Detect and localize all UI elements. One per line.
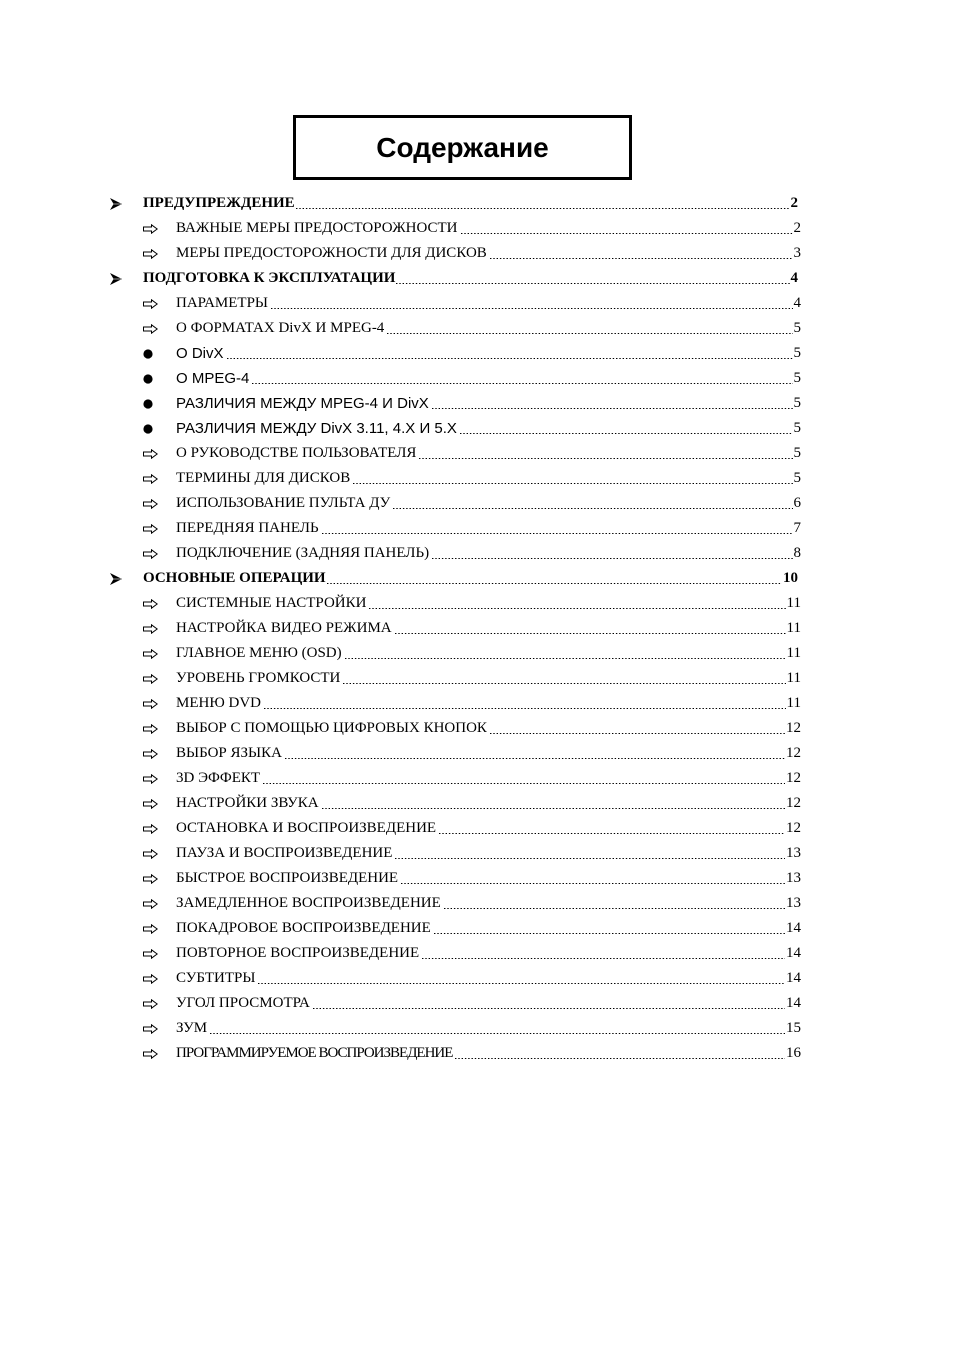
toc-entry-title: ПРОГРАММИРУЕМОЕ ВОСПРОИЗВЕДЕНИЕ (176, 1045, 453, 1061)
toc-entry (143, 966, 801, 991)
toc-entry (143, 216, 801, 241)
outline-arrow-icon (143, 591, 176, 616)
toc-section (110, 566, 798, 591)
toc-section (110, 191, 798, 216)
toc-page-number: 5 (793, 395, 801, 411)
toc-page-number: 12 (786, 770, 801, 786)
toc-entry (143, 491, 801, 516)
dot-leader (387, 316, 792, 341)
dot-leader (264, 691, 786, 716)
toc-entry-title: УГОЛ ПРОСМОТРА (176, 995, 310, 1011)
toc-page-number: 4 (793, 295, 801, 311)
toc-entry (143, 241, 801, 266)
toc-page-number: 7 (793, 520, 801, 536)
toc-entry (143, 291, 801, 316)
toc-entry-title: ПОВТОРНОЕ ВОСПРОИЗВЕДЕНИЕ (176, 945, 420, 961)
toc-page-number: 6 (793, 495, 801, 511)
arrowhead-icon (110, 266, 143, 291)
toc-entry-title: ВАЖНЫЕ МЕРЫ ПРЕДОСТОРОЖНОСТИ (176, 220, 458, 236)
dot-leader (258, 966, 785, 991)
toc-entry-title: ОСТАНОВКА И ВОСПРОИЗВЕДЕНИЕ (176, 820, 437, 836)
toc-page-number: 5 (793, 420, 801, 436)
toc-page-number: 14 (786, 995, 801, 1011)
toc-entry (143, 691, 801, 716)
toc-entry-title: СИСТЕМНЫЕ НАСТРОЙКИ (176, 595, 367, 611)
dot-leader (419, 441, 792, 466)
toc-entry-title: РАЗЛИЧИЯ МЕЖДУ DivX 3.11, 4.X И 5.X (176, 420, 457, 437)
toc-entry (143, 616, 801, 641)
toc-entry (143, 1041, 801, 1066)
toc-entry (143, 716, 801, 741)
toc-page-number: 13 (786, 845, 801, 861)
outline-arrow-icon (143, 466, 176, 491)
dot-leader (322, 791, 785, 816)
toc-section (110, 266, 798, 291)
dot-leader (396, 266, 789, 291)
toc-entry-title: МЕРЫ ПРЕДОСТОРОЖНОСТИ ДЛЯ ДИСКОВ (176, 245, 487, 261)
toc-entry (143, 741, 801, 766)
toc-entry-title: О DivX (176, 345, 224, 362)
bullet-icon (143, 416, 176, 441)
toc-entry (143, 866, 801, 891)
dot-leader (327, 566, 782, 591)
toc-entry (143, 1016, 801, 1041)
outline-arrow-icon (143, 766, 176, 791)
toc-page-number: 15 (786, 1020, 801, 1036)
toc-entry (143, 541, 801, 566)
outline-arrow-icon (143, 1041, 176, 1066)
dot-leader (322, 516, 793, 541)
toc-entry (143, 766, 801, 791)
dot-leader (313, 991, 785, 1016)
dot-leader (393, 491, 792, 516)
toc-page-number: 14 (786, 920, 801, 936)
toc-page-number: 11 (786, 595, 801, 611)
toc-entry-title: ЗАМЕДЛЕННОЕ ВОСПРОИЗВЕДЕНИЕ (176, 895, 441, 911)
toc-page-number: 2 (790, 195, 798, 211)
dot-leader (285, 741, 785, 766)
toc-page-number: 11 (786, 695, 801, 711)
toc-page-number: 8 (793, 545, 801, 561)
dot-leader (444, 891, 785, 916)
toc-page-number: 13 (786, 895, 801, 911)
outline-arrow-icon (143, 216, 176, 241)
toc-page-number: 5 (793, 320, 801, 336)
toc-page-number: 4 (790, 270, 798, 286)
toc-page-number: 16 (786, 1045, 801, 1061)
dot-leader (345, 641, 786, 666)
toc-entry (143, 366, 801, 391)
dot-leader (461, 216, 793, 241)
toc-page-number: 11 (786, 620, 801, 636)
dot-leader (271, 291, 792, 316)
toc-page-number: 5 (793, 370, 801, 386)
toc-entry (143, 391, 801, 416)
dot-leader (490, 241, 793, 266)
toc-page-number: 2 (793, 220, 801, 236)
title-box (293, 115, 632, 180)
toc-page-number: 12 (786, 820, 801, 836)
outline-arrow-icon (143, 291, 176, 316)
toc-entry-title: ПАРАМЕТРЫ (176, 295, 269, 311)
outline-arrow-icon (143, 741, 176, 766)
outline-arrow-icon (143, 816, 176, 841)
bullet-icon (143, 341, 176, 366)
bullet-icon (143, 366, 176, 391)
dot-leader (401, 866, 785, 891)
toc-entry (143, 791, 801, 816)
toc-page-number: 5 (793, 445, 801, 461)
toc-entry (143, 991, 801, 1016)
dot-leader (263, 766, 785, 791)
toc-entry-title: ПАУЗА И ВОСПРОИЗВЕДЕНИЕ (176, 845, 393, 861)
toc-entry-title: БЫСТРОЕ ВОСПРОИЗВЕДЕНИЕ (176, 870, 399, 886)
toc-entry-title: ОСНОВНЫЕ ОПЕРАЦИИ (143, 570, 326, 586)
outline-arrow-icon (143, 941, 176, 966)
toc-entry-title: ИСПОЛЬЗОВАНИЕ ПУЛЬТА ДУ (176, 495, 391, 511)
toc-entry-title: НАСТРОЙКИ ЗВУКА (176, 795, 319, 811)
toc-entry-title: ПРЕДУПРЕЖДЕНИЕ (143, 195, 295, 211)
toc-entry-title: 3D ЭФФЕКТ (176, 770, 261, 786)
outline-arrow-icon (143, 866, 176, 891)
bullet-icon (143, 391, 176, 416)
toc-entry (143, 516, 801, 541)
toc-entry-title: ГЛАВНОЕ МЕНЮ (OSD) (176, 645, 342, 661)
outline-arrow-icon (143, 441, 176, 466)
toc-entry-title: О MPEG-4 (176, 370, 250, 387)
dot-leader (432, 541, 792, 566)
toc-page-number: 14 (786, 970, 801, 986)
outline-arrow-icon (143, 1016, 176, 1041)
toc-page-number: 5 (793, 345, 801, 361)
toc-entry-title: ВЫБОР С ПОМОЩЬЮ ЦИФРОВЫХ КНОПОК (176, 720, 487, 736)
outline-arrow-icon (143, 791, 176, 816)
toc-entry (143, 441, 801, 466)
dot-leader (353, 466, 792, 491)
toc-page-number: 3 (793, 245, 801, 261)
toc-page-number: 12 (786, 795, 801, 811)
dot-leader (343, 666, 785, 691)
toc-page-number: 10 (783, 570, 798, 586)
toc-entry (143, 591, 801, 616)
outline-arrow-icon (143, 616, 176, 641)
toc-page-number: 11 (786, 645, 801, 661)
outline-arrow-icon (143, 891, 176, 916)
toc-entry (143, 641, 801, 666)
toc-entry-title: ПЕРЕДНЯЯ ПАНЕЛЬ (176, 520, 319, 536)
outline-arrow-icon (143, 841, 176, 866)
toc-entry-title: ПОДКЛЮЧЕНИЕ (ЗАДНЯЯ ПАНЕЛЬ) (176, 545, 430, 561)
outline-arrow-icon (143, 241, 176, 266)
outline-arrow-icon (143, 516, 176, 541)
dot-leader (434, 916, 785, 941)
toc-entry (143, 916, 801, 941)
dot-leader (369, 591, 785, 616)
dot-leader (422, 941, 785, 966)
toc-page-number: 12 (786, 720, 801, 736)
outline-arrow-icon (143, 716, 176, 741)
toc-entry (143, 941, 801, 966)
toc-entry-title: НАСТРОЙКА ВИДЕО РЕЖИМА (176, 620, 392, 636)
toc-entry-title: СУБТИТРЫ (176, 970, 256, 986)
outline-arrow-icon (143, 316, 176, 341)
toc-entry (143, 416, 801, 441)
arrowhead-icon (110, 566, 143, 591)
toc-entry (143, 841, 801, 866)
toc-entry (143, 816, 801, 841)
toc-entry-title: РАЗЛИЧИЯ МЕЖДУ MPEG-4 И DivX (176, 395, 429, 412)
toc-entry (143, 341, 801, 366)
dot-leader (490, 716, 785, 741)
toc-entry (143, 666, 801, 691)
outline-arrow-icon (143, 991, 176, 1016)
toc-entry-title: О РУКОВОДСТВЕ ПОЛЬЗОВАТЕЛЯ (176, 445, 417, 461)
outline-arrow-icon (143, 916, 176, 941)
toc-entry (143, 466, 801, 491)
toc-entry-title: ПОКАДРОВОЕ ВОСПРОИЗВЕДЕНИЕ (176, 920, 431, 936)
outline-arrow-icon (143, 666, 176, 691)
outline-arrow-icon (143, 491, 176, 516)
toc-page-number: 5 (793, 470, 801, 486)
toc-entry-title: ВЫБОР ЯЗЫКА (176, 745, 282, 761)
dot-leader (296, 191, 790, 216)
dot-leader (210, 1016, 785, 1041)
outline-arrow-icon (143, 691, 176, 716)
arrowhead-icon (110, 191, 143, 216)
dot-leader (395, 841, 785, 866)
toc-page-number: 13 (786, 870, 801, 886)
toc-entry (143, 316, 801, 341)
dot-leader (460, 416, 793, 441)
toc-page-number: 11 (786, 670, 801, 686)
dot-leader (252, 366, 792, 391)
toc-entry-title: ТЕРМИНЫ ДЛЯ ДИСКОВ (176, 470, 351, 486)
table-of-contents (0, 191, 954, 1066)
dot-leader (227, 341, 793, 366)
toc-entry-title: МЕНЮ DVD (176, 695, 261, 711)
toc-entry-title: УРОВЕНЬ ГРОМКОСТИ (176, 670, 341, 686)
toc-entry (143, 891, 801, 916)
dot-leader (395, 616, 786, 641)
outline-arrow-icon (143, 541, 176, 566)
dot-leader (432, 391, 793, 416)
page-title: Содержание (376, 131, 549, 163)
toc-entry-title: О ФОРМАТАХ DivX И MPEG-4 (176, 320, 385, 336)
toc-page-number: 14 (786, 945, 801, 961)
toc-entry-title: ПОДГОТОВКА К ЭКСПЛУАТАЦИИ (143, 270, 396, 286)
toc-entry-title: ЗУМ (176, 1020, 208, 1036)
outline-arrow-icon (143, 641, 176, 666)
dot-leader (439, 816, 785, 841)
dot-leader (455, 1041, 785, 1066)
toc-page-number: 12 (786, 745, 801, 761)
outline-arrow-icon (143, 966, 176, 991)
